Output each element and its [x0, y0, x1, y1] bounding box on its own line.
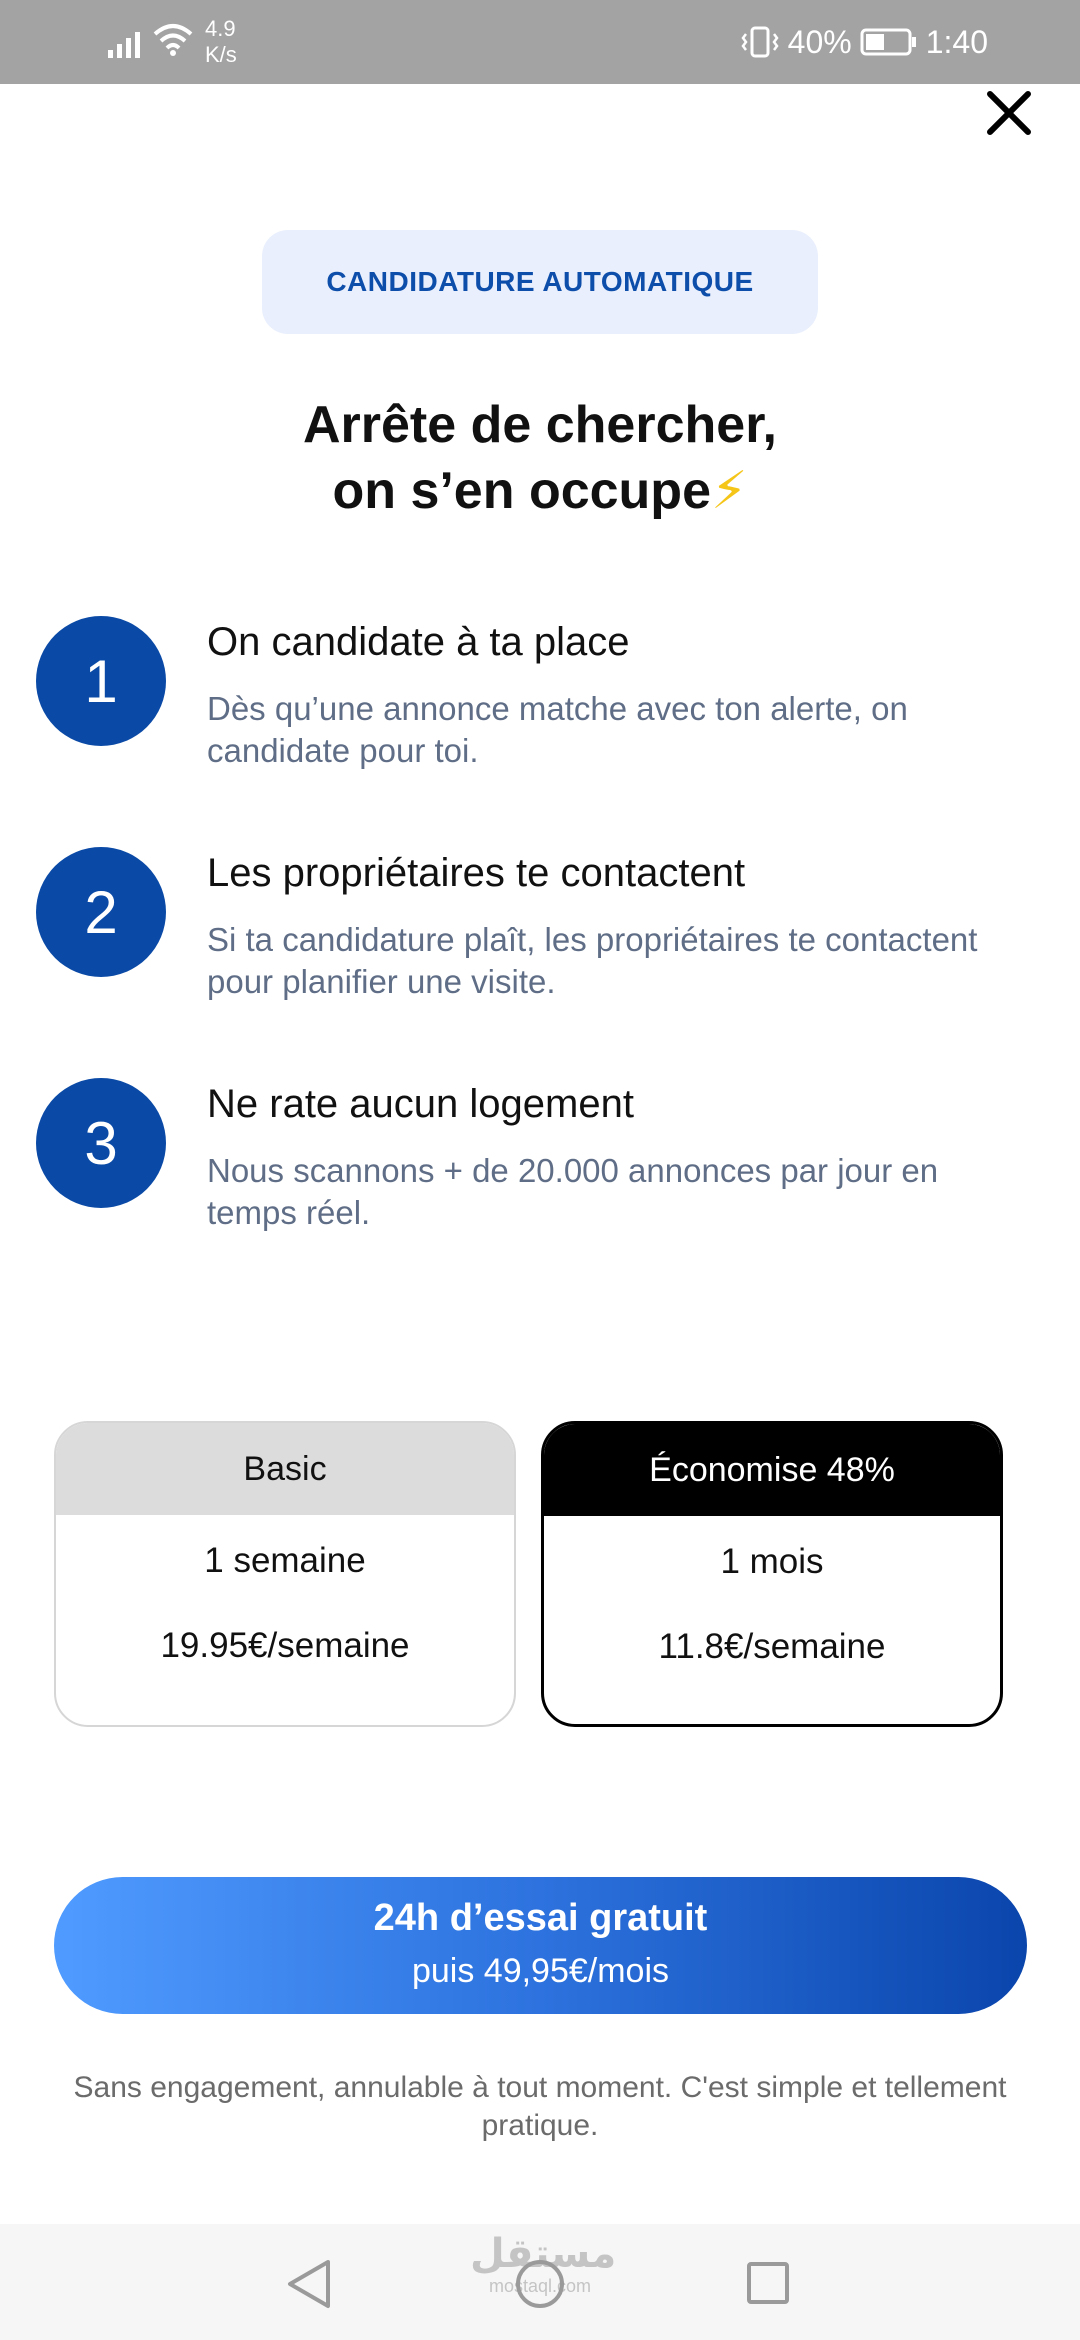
free-trial-button-label: 24h d’essai gratuit: [373, 1897, 708, 1939]
plan-card-monthly[interactable]: [541, 1421, 1003, 1727]
network-speed-value: 4.9: [205, 16, 236, 41]
free-trial-button-sublabel: puis 49,95€/mois: [411, 1952, 670, 1990]
network-speed-unit: K/s: [205, 42, 237, 67]
step-number-badge: 2: [36, 847, 166, 977]
page-title-line-2-text: on s’en occupe: [332, 462, 711, 520]
plan-card-basic[interactable]: [54, 1421, 516, 1727]
feature-badge: [262, 230, 818, 334]
plan-duration: 1 mois: [720, 1542, 824, 1581]
step-3: [0, 1078, 1080, 1258]
back-icon[interactable]: [284, 2256, 334, 2312]
signal-icon: [108, 28, 148, 58]
battery-percent: 40%: [787, 23, 852, 60]
system-nav-bar: [0, 2224, 1080, 2340]
free-trial-button[interactable]: [54, 1877, 1027, 2014]
vibrate-icon: [740, 24, 780, 60]
step-title: Les propriétaires te contactent: [207, 851, 746, 895]
plan-duration: 1 semaine: [204, 1541, 366, 1580]
status-time: 1:40: [925, 23, 988, 60]
page-title-line-1: Arrête de chercher,: [302, 396, 778, 454]
plan-header: Économise 48%: [544, 1424, 1000, 1516]
page-title: [0, 392, 1080, 524]
step-1: [0, 616, 1080, 796]
page-title-line-2: [0, 458, 1080, 524]
disclaimer-text: Sans engagement, annulable à tout moment. C'est simple et tellement pratique.: [73, 2071, 1007, 2142]
plan-header: Basic: [56, 1423, 514, 1515]
plan-price: 19.95€/semaine: [160, 1626, 410, 1665]
step-title: On candidate à ta place: [207, 620, 630, 664]
status-bar: [0, 0, 1080, 84]
lightning-icon: ⚡: [711, 461, 748, 521]
step-description: Dès qu’une annonce matche avec ton alerte, on candidate pour toi.: [207, 690, 908, 769]
plan-price: 11.8€/semaine: [658, 1627, 886, 1666]
close-icon[interactable]: [984, 88, 1034, 138]
home-icon[interactable]: [514, 2258, 566, 2310]
step-2: [0, 847, 1080, 1027]
step-title: Ne rate aucun logement: [207, 1082, 634, 1126]
network-speed: [205, 16, 237, 68]
step-number-badge: 3: [36, 1078, 166, 1208]
step-description: Nous scannons + de 20.000 annonces par jour en temps réel.: [207, 1152, 939, 1231]
feature-badge-label: CANDIDATURE AUTOMATIQUE: [326, 266, 754, 297]
wifi-icon: [152, 22, 194, 58]
watermark-latin: mostaql.com: [488, 2276, 592, 2296]
watermark-arabic: مستقل: [470, 2231, 617, 2277]
recent-apps-icon[interactable]: [745, 2260, 791, 2306]
status-right: [740, 20, 988, 64]
step-number-badge: 1: [36, 616, 166, 746]
step-description: Si ta candidature plaît, les propriétaires te contactent pour planifier une visite.: [207, 921, 978, 1000]
battery-icon: [860, 27, 918, 57]
